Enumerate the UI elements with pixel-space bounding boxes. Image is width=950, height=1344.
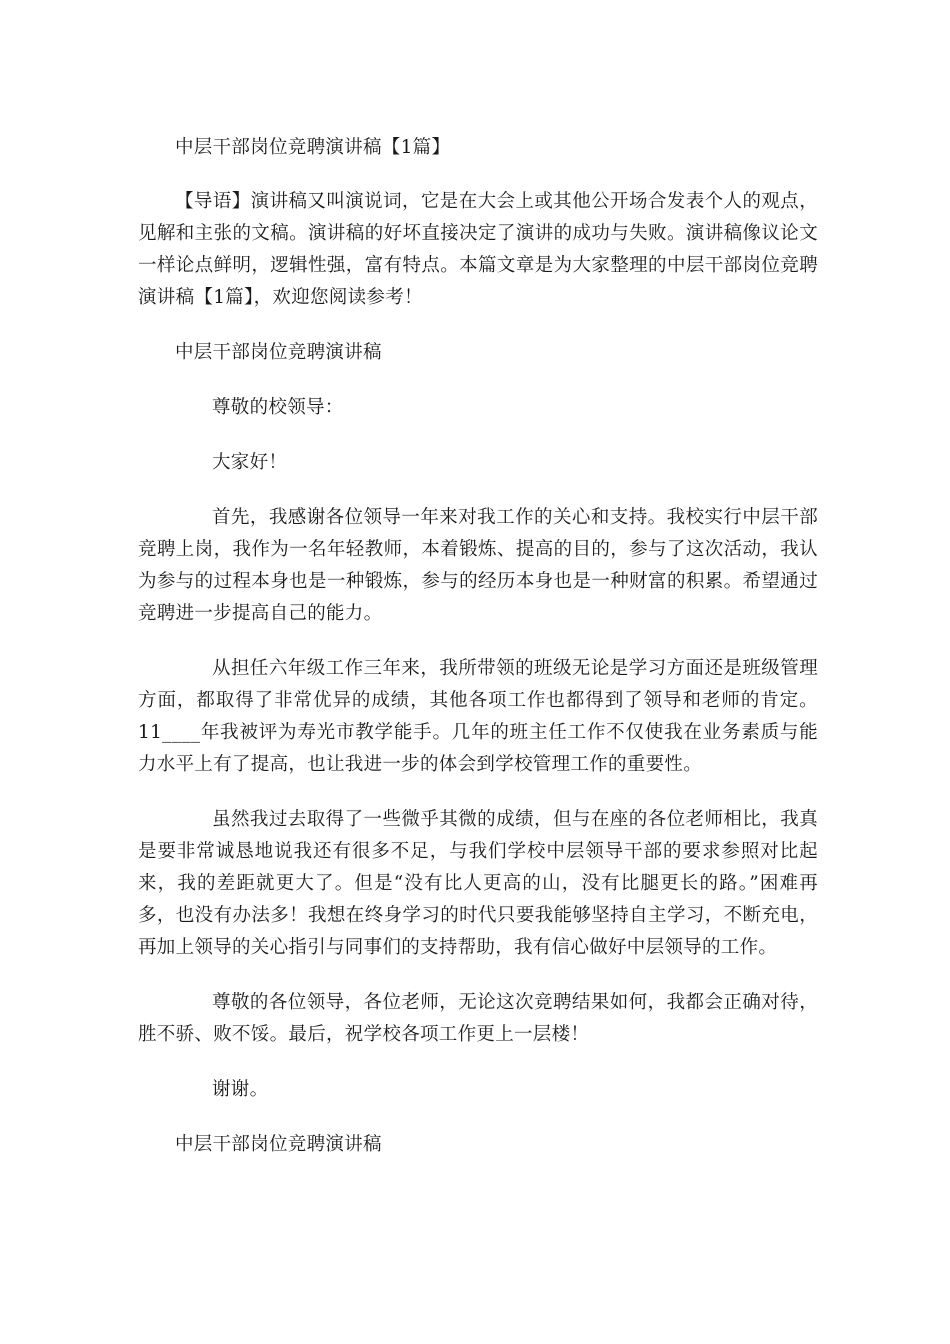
body-paragraph-1: 首先，我感谢各位领导一年来对我工作的关心和支持。我校实行中层干部竞聘上岗，我作为一名年轻教师，本着锻炼、提高的目的，参与了这次活动，我认为参与的过程本身也是一种锻炼，参与的经历本身也是一种财富的积累。希望通过竞聘进一步提高自己的能力。 [138,507,818,624]
body-paragraph-2: 从担任六年级工作三年来，我所带领的班级无论是学习方面还是班级管理方面，都取得了非常优异的成绩，其他各项工作也都得到了领导和老师的肯定。11____年我被评为寿光市教学能手。几年的班主任工作不仅使我在业务素质与能力水平上有了提高，也让我进一步的体会到学校管理工作的重要性。 [138,658,818,775]
intro-paragraph: 【导语】演讲稿又叫演说词，它是在大会上或其他公开场合发表个人的观点，见解和主张的文稿。演讲稿的好坏直接决定了演讲的成功与失败。演讲稿像议论文一样论点鲜明，逻辑性强，富有特点。本篇文章是为大家整理的中层干部岗位竞聘演讲稿【1篇】，欢迎您阅读参考！ [138,191,818,308]
footer-heading: 中层干部岗位竞聘演讲稿 [175,1134,382,1155]
salutation: 尊敬的校领导： [212,397,344,418]
body-paragraph-3: 虽然我过去取得了一些微乎其微的成绩，但与在座的各位老师相比，我真是要非常诚恳地说我还有很多不足，与我们学校中层领导干部的要求参照对比起来，我的差距就更大了。但是“没有比人更高的山，没有比腿更长的路。”困难再多，也没有办法多！我想在终身学习的时代只要我能够坚持自主学习，不断充电，再加上领导的关心指引与同事们的支持帮助，我有信心做好中层领导的工作。 [138,809,818,958]
greeting: 大家好！ [212,452,288,473]
document-page [138,132,818,1161]
body-paragraph-4: 尊敬的各位领导，各位老师，无论这次竞聘结果如何，我都会正确对待，胜不骄、败不馁。最后，祝学校各项工作更上一层楼！ [138,992,818,1045]
section-heading: 中层干部岗位竞聘演讲稿 [175,342,382,363]
closing-thanks: 谢谢。 [212,1079,269,1100]
document-title: 中层干部岗位竞聘演讲稿【1篇】 [175,137,451,158]
